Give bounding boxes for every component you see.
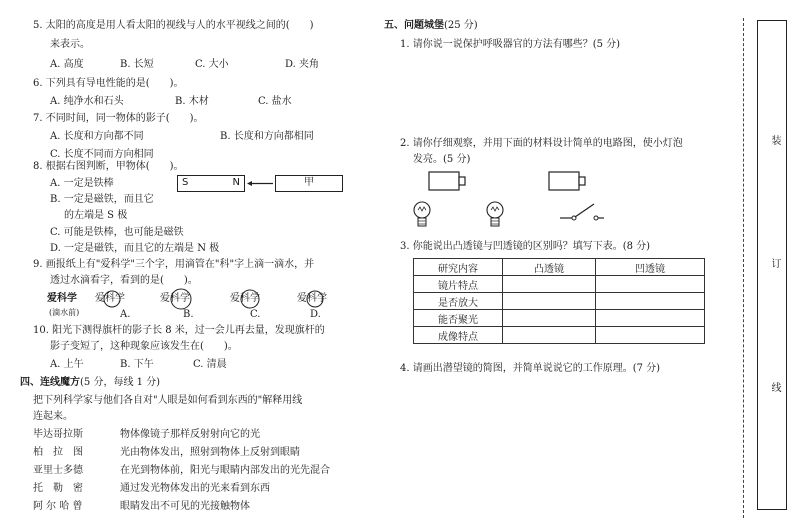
q5-option-d: D. 夹角 xyxy=(285,59,320,70)
q10-option-b: B. 下午 xyxy=(120,359,154,370)
section5-heading xyxy=(384,19,478,33)
switch-icon xyxy=(558,198,606,222)
section5-q3: 3. 你能说出凸透镜与凹透镜的区别吗？填写下表。(8 分) xyxy=(400,241,651,252)
table-cell-blank[interactable] xyxy=(596,293,705,310)
binding-char: 装 xyxy=(769,135,780,145)
table-header-cell: 凸透镜 xyxy=(503,259,596,276)
q9-option-d: D. xyxy=(310,309,321,320)
q9-option-c: C. xyxy=(250,309,261,320)
section4-score: (5 分，每线 1 分) xyxy=(80,377,161,388)
scientist-name: 毕达哥拉斯 xyxy=(33,429,83,440)
q5-option-b: B. 长短 xyxy=(120,59,154,70)
section5-q1: 1. 请你说一说保护呼吸器官的方法有哪些？(5 分) xyxy=(400,39,621,50)
q8-stem: 8. 根据右图判断，甲物体( )。 xyxy=(33,161,184,172)
binding-dashed-line xyxy=(743,18,744,518)
q6-option-c: C. 盐水 xyxy=(258,96,292,107)
object-jia-label: 甲 xyxy=(304,177,314,188)
table-cell-blank[interactable] xyxy=(596,310,705,327)
q9-stem-line2: 透过水滴看字，看到的是( )。 xyxy=(50,275,198,286)
section5-q4: 4. 请画出潜望镜的简图，并简单说说它的工作原理。(7 分) xyxy=(400,363,661,374)
object-jia-bar xyxy=(275,175,343,192)
table-cell-blank[interactable] xyxy=(503,327,596,344)
magnet-figure xyxy=(177,175,347,195)
battery-icon xyxy=(548,170,588,192)
table-row xyxy=(414,327,705,344)
table-header-cell: 凹透镜 xyxy=(596,259,705,276)
q6-option-b: B. 木材 xyxy=(175,96,209,107)
section4-intro-line1: 把下列科学家与他们各自对"人眼是如何看到东西的"解释用线 xyxy=(33,395,303,406)
table-header-cell: 研究内容 xyxy=(414,259,503,276)
q10-stem-line2: 影子变短了，这种现象应该发生在( )。 xyxy=(50,341,238,352)
scientist-desc: 光由物体发出，照射到物体上反射到眼睛 xyxy=(120,447,300,458)
table-cell-blank[interactable] xyxy=(596,276,705,293)
q8-option-a: A. 一定是铁棒 xyxy=(50,178,114,189)
q10-option-c: C. 清晨 xyxy=(193,359,227,370)
scientist-name: 阿 尔 哈 曾 xyxy=(33,501,83,512)
q6-option-a: A. 纯净水和石头 xyxy=(50,96,124,107)
q8-option-b-cont: 的左端是 S 极 xyxy=(64,210,128,221)
lens-comparison-table xyxy=(413,258,705,344)
q5-option-a: A. 高度 xyxy=(50,59,84,70)
section5-q2-line1: 2. 请你仔细观察，并用下面的材料设计简单的电路图，使小灯泡 xyxy=(400,138,683,149)
light-bulb-icon xyxy=(412,200,432,230)
q8-option-b: B. 一定是磁铁，而且它 xyxy=(50,194,154,205)
table-row-label: 能否聚光 xyxy=(414,310,503,327)
section5-title: 五、问题城堡 xyxy=(384,20,444,31)
battery-icon xyxy=(428,170,468,192)
scientist-desc: 在光到物体前，阳光与眼睛内部发出的光先混合 xyxy=(120,465,330,476)
q7-stem: 7. 不同时间，同一物体的影子( )。 xyxy=(33,113,204,124)
q9-image-a: 爱科学 xyxy=(95,292,125,306)
q5-stem-line1: 5. 太阳的高度是用人看太阳的视线与人的水平视线之间的( ) xyxy=(33,20,314,31)
section5-q2-line2: 发亮。(5 分) xyxy=(413,154,471,165)
table-cell-blank[interactable] xyxy=(503,293,596,310)
q9-option-a: A. xyxy=(120,309,131,320)
scientist-desc: 物体像镜子那样反射射向它的光 xyxy=(120,429,260,440)
q7-option-c: C. 长度不同而方向相同 xyxy=(50,149,154,160)
q9-stem-line1: 9. 画报纸上有"爱科学"三个字，用滴管在"科"字上滴一滴水，并 xyxy=(33,259,315,270)
table-row xyxy=(414,276,705,293)
section4-intro-line2: 连起来。 xyxy=(33,411,73,422)
q9-option-b: B. xyxy=(183,309,194,320)
magnet-n-label: N xyxy=(232,177,240,188)
section4-heading xyxy=(20,376,160,390)
section5-score: (25 分) xyxy=(444,20,478,31)
q8-option-d: D. 一定是磁铁，而且它的左端是 N 极 xyxy=(50,243,220,254)
table-row xyxy=(414,293,705,310)
q8-option-c: C. 可能是铁棒，也可能是磁铁 xyxy=(50,227,184,238)
q7-option-b: B. 长度和方向都相同 xyxy=(220,131,314,142)
q5-stem-line2: 来表示。 xyxy=(50,39,90,50)
q9-image-b: 爱科学 xyxy=(160,292,190,306)
table-row-label: 镜片特点 xyxy=(414,276,503,293)
q6-stem: 6. 下列具有导电性能的是( )。 xyxy=(33,78,184,89)
q5-option-c: C. 大小 xyxy=(195,59,229,70)
q10-stem-line1: 10. 阳光下测得旗杆的影子长 8 米，过一会儿再去量，发现旗杆的 xyxy=(33,325,325,336)
binding-char: 线 xyxy=(769,382,780,392)
scientist-name: 柏 拉 图 xyxy=(33,447,83,458)
section4-title: 四、连线魔方 xyxy=(20,377,80,388)
table-row xyxy=(414,310,705,327)
table-row-label: 是否放大 xyxy=(414,293,503,310)
q7-option-a: A. 长度和方向都不同 xyxy=(50,131,144,142)
table-cell-blank[interactable] xyxy=(503,310,596,327)
q10-option-a: A. 上午 xyxy=(50,359,84,370)
q9-image-original: 爱科学 xyxy=(47,293,77,304)
scientist-desc: 通过发光物体发出的光来看到东西 xyxy=(120,483,270,494)
scientist-desc: 眼睛发出不可见的光接触物体 xyxy=(120,501,250,512)
table-cell-blank[interactable] xyxy=(596,327,705,344)
q9-image-note: (滴水前) xyxy=(49,308,80,317)
magnet-s-label: S xyxy=(182,177,189,188)
q9-image-c: 爱科学 xyxy=(230,292,260,306)
light-bulb-icon xyxy=(485,200,505,230)
arrow-icon xyxy=(245,175,275,192)
magnet-bar xyxy=(177,175,245,192)
scientist-name: 亚里士多德 xyxy=(33,465,83,476)
binding-char: 订 xyxy=(769,258,780,268)
q9-image-d: 爱科学 xyxy=(297,292,327,306)
table-cell-blank[interactable] xyxy=(503,276,596,293)
scientist-name: 托 勒 密 xyxy=(33,483,83,494)
table-header-row xyxy=(414,259,705,276)
table-row-label: 成像特点 xyxy=(414,327,503,344)
